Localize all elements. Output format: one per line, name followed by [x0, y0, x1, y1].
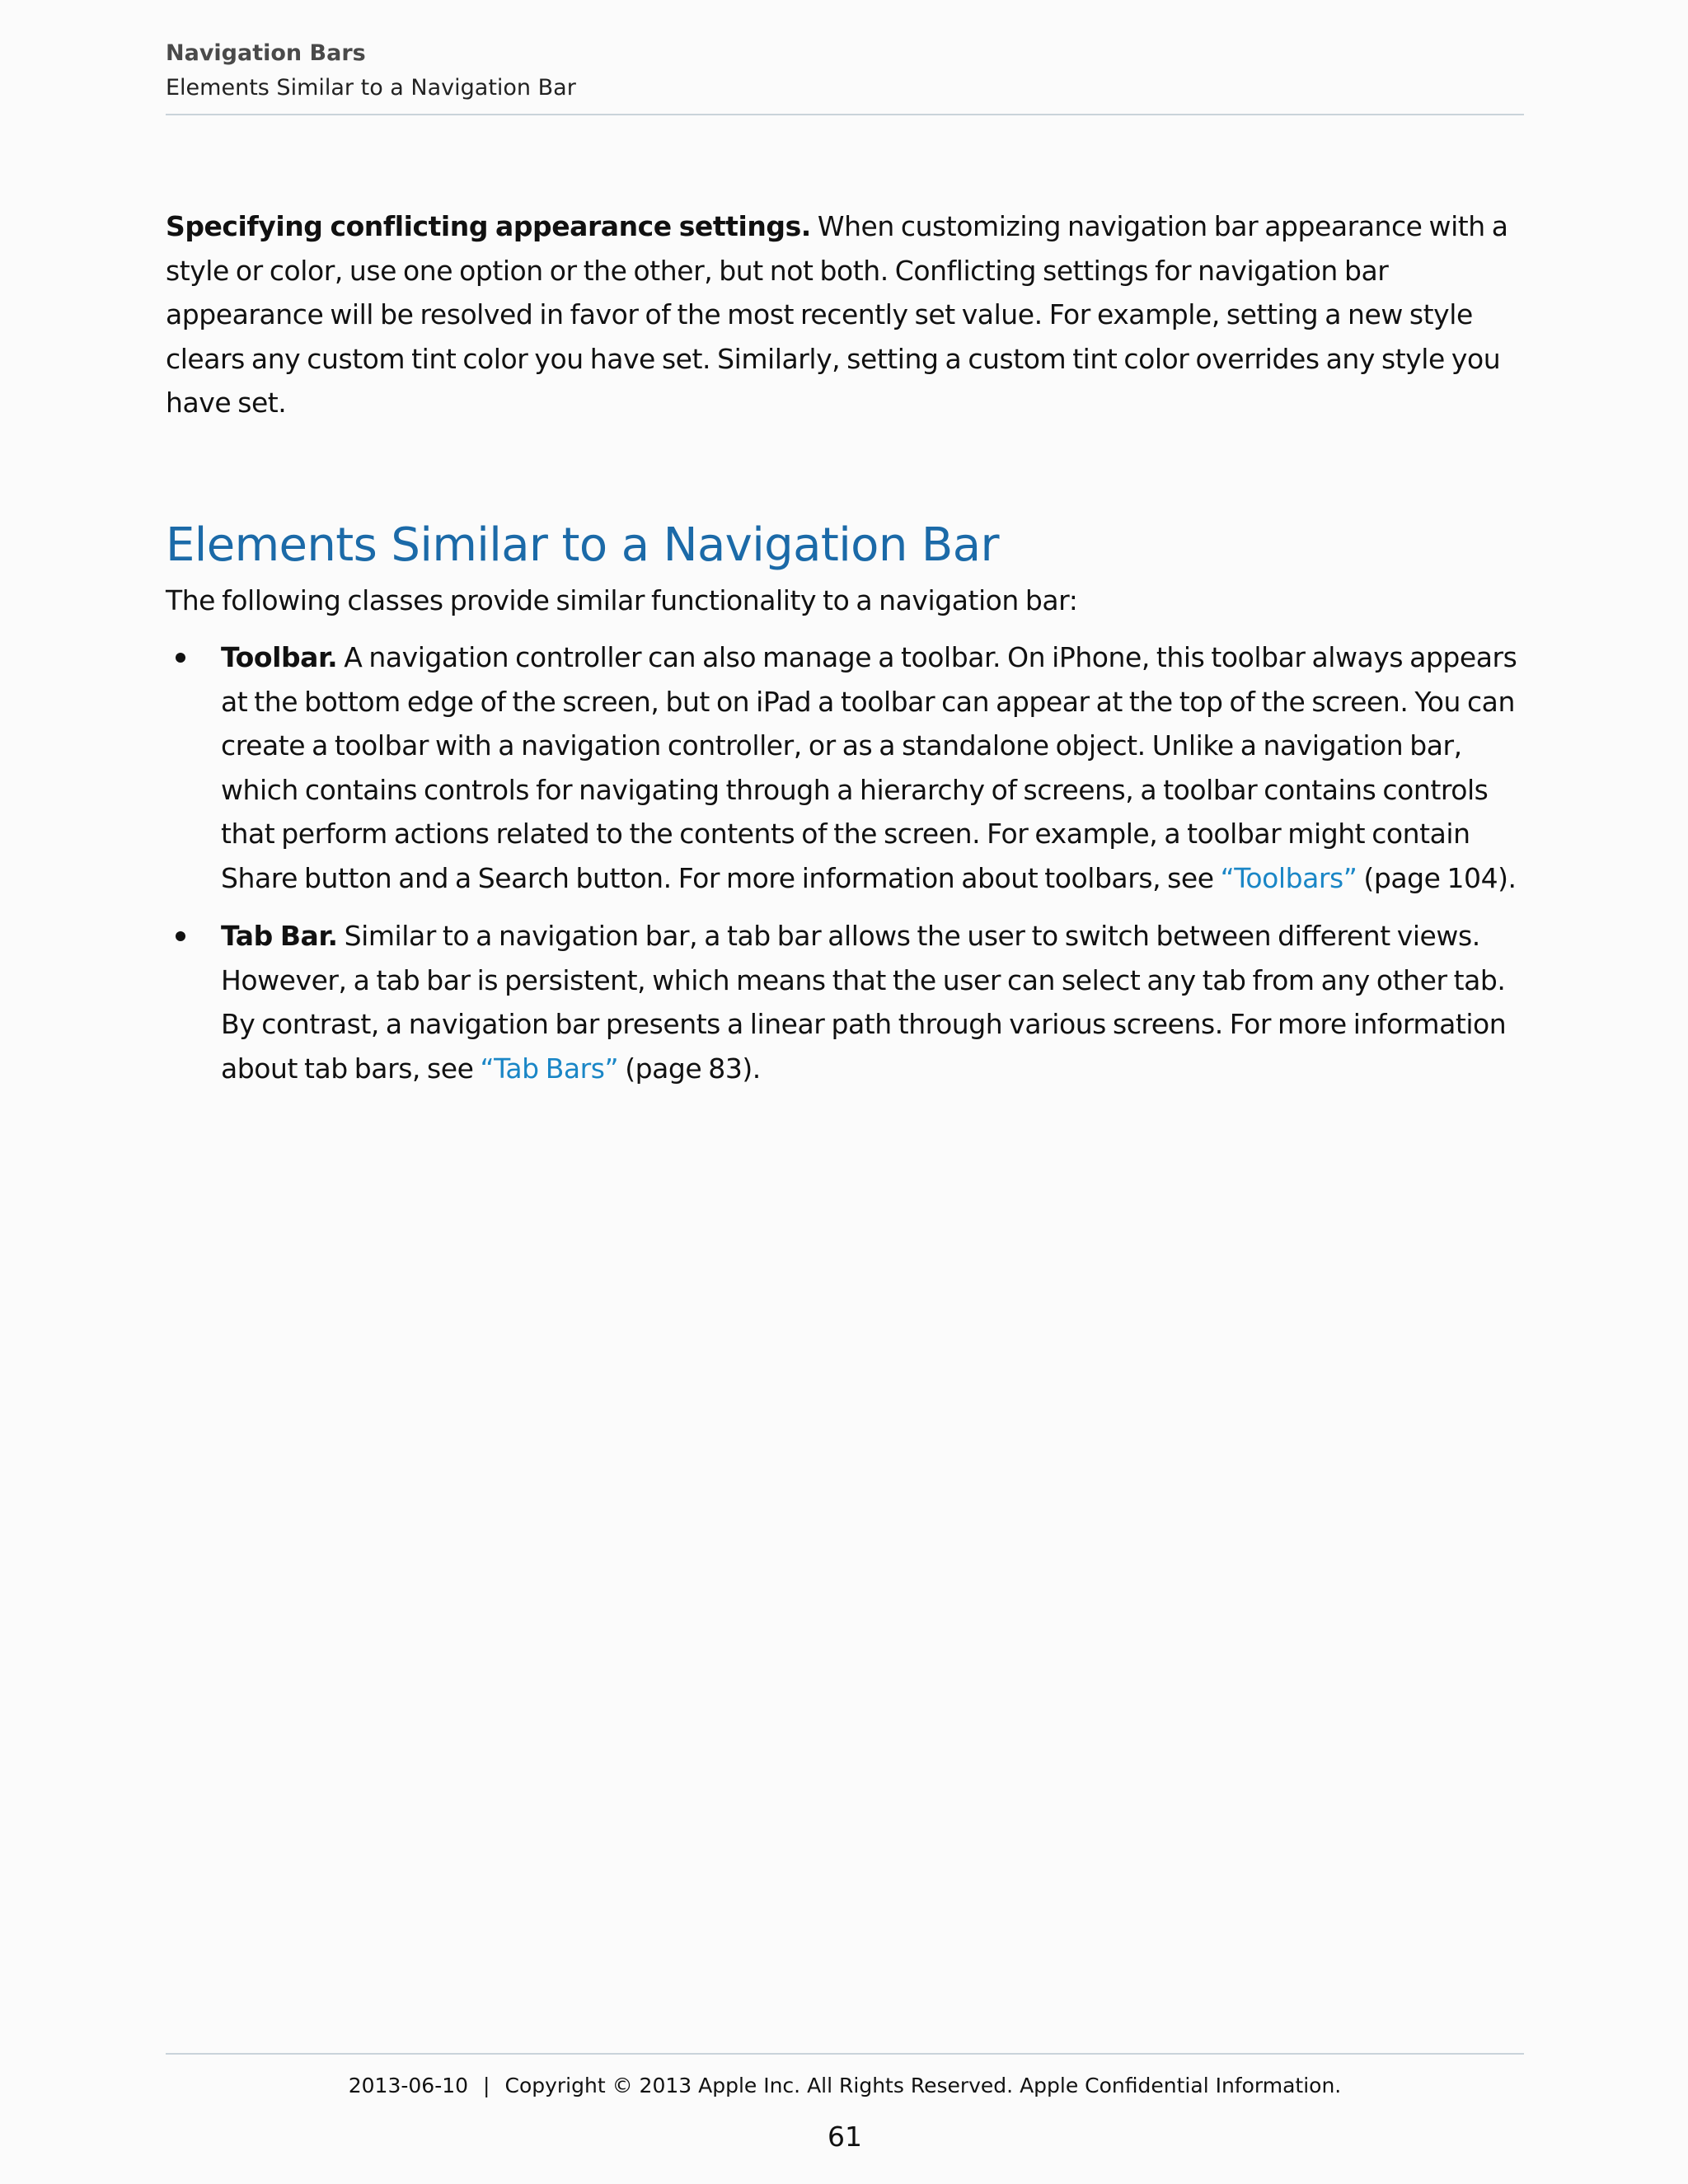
footer-copyright: Copyright © 2013 Apple Inc. All Rights Reserved. Apple Confidential Information. [504, 2074, 1342, 2097]
page-number: 61 [828, 2121, 862, 2153]
conflicting-settings-term: Specifying conflicting appearance settings. [166, 210, 811, 242]
toolbar-description: A navigation controller can also manage a toolbar. On iPhone, this toolbar always appears at the bottom edge of the screen, but on iPad a toolbar can appear at the top of the screen. You can create a toolbar with a navigation controller, or as a standalone object. Unlike a navigation bar, which contains controls for navigating through a hierarchy of screens, a toolbar contains controls that perform actions related to the contents of the screen. For example, a toolbar might contain Share button and a Search button. For more information about toolbars, see [221, 641, 1517, 894]
tab-bars-link[interactable]: “Tab Bars” [480, 1052, 619, 1085]
footer-date: 2013-06-10 [348, 2074, 469, 2097]
toolbars-link[interactable]: “Toolbars” [1220, 861, 1357, 894]
list-item-tab-bar [166, 914, 1524, 1090]
section-intro: The following classes provide similar functionality to a navigation bar: [166, 583, 1078, 616]
section-heading: Elements Similar to a Navigation Bar [166, 518, 999, 572]
similar-elements-list [166, 635, 1524, 1090]
main-content [166, 204, 1524, 1104]
tab-bar-description: Similar to a navigation bar, a tab bar allows the user to switch between different views. However, a tab bar is persistent, which means that the user can select any tab from any other tab. By contrast, a navigation bar presents a linear path through various screens. For more information about tab bars, see [221, 920, 1507, 1085]
tab-bar-page-ref: (page 83). [618, 1052, 761, 1085]
toolbar-term: Toolbar. [221, 641, 338, 673]
page-header [166, 40, 1524, 115]
toolbar-page-ref: (page 104). [1357, 861, 1517, 894]
bullet-icon [176, 653, 185, 663]
list-item-toolbar [166, 635, 1524, 900]
conflicting-settings-text: When customizing navigation bar appearance with a style or color, use one option or the other, but not both. Conflicting settings for navigation bar appearance will be resolved in favor of the most recently set value. For example, setting a new style clears any custom tint color you have set. Similarly, setting a custom tint color overrides any style you have set. [166, 210, 1508, 419]
page-footer [166, 2053, 1524, 2153]
header-chapter-title: Navigation Bars [166, 40, 366, 66]
footer-separator: | [483, 2074, 490, 2097]
conflicting-settings-paragraph [166, 204, 1524, 425]
tab-bar-term: Tab Bar. [221, 920, 338, 952]
footer-line [166, 2073, 1524, 2099]
header-section-title: Elements Similar to a Navigation Bar [166, 75, 576, 101]
bullet-icon [176, 931, 185, 941]
